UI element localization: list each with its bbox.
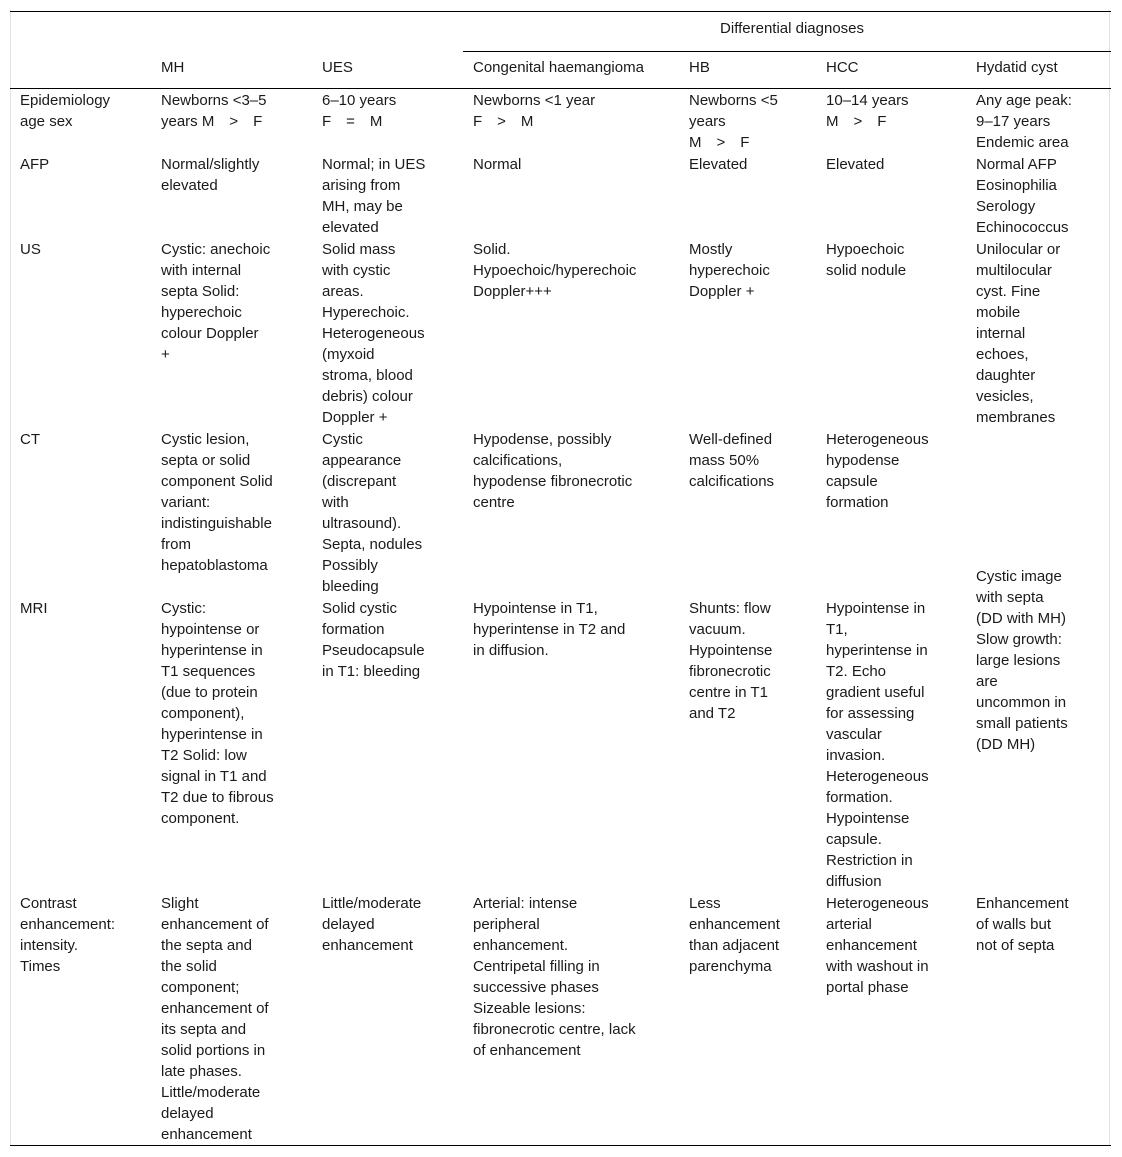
table-cell: Mostly hyperechoic Doppler + xyxy=(689,241,770,300)
table-cell: Hypoechoic solid nodule xyxy=(826,241,907,279)
row-label: MRI xyxy=(20,600,48,617)
header-row-columns xyxy=(10,52,1111,89)
header-row-group xyxy=(10,12,1111,52)
row-label: US xyxy=(20,241,41,258)
table-row-contrast-enhancement xyxy=(10,892,1111,1146)
table-cell: 6–10 years F = M xyxy=(322,92,397,130)
table-cell: Normal/slightly elevated xyxy=(161,156,260,194)
table-cell: Hypointense in T1, hyperintense in T2. Echo gradient useful for assessing vascular invasion. Heterogeneous formation. Hypointense capsule. Restriction in diffusion xyxy=(826,600,929,890)
table-row-mri xyxy=(10,597,1111,892)
table-cell: Slight enhancement of the septa and the solid component; enhancement of its septa and solid portions in late phases. Little/moderate delayed enhancement xyxy=(151,892,312,1146)
table-row-epidemiology xyxy=(10,89,1111,154)
header-empty-cell xyxy=(10,52,151,89)
table-cell: Newborns <3–5 years M > F xyxy=(161,92,267,130)
table-cell: Heterogeneous arterial enhancement with washout in portal phase xyxy=(816,892,966,1146)
table-cell: Normal; in UES arising from MH, may be elevated xyxy=(322,156,426,236)
table-cell: Any age peak: 9–17 years Endemic area xyxy=(976,92,1072,151)
table-cell: Heterogeneous hypodense capsule formation xyxy=(826,431,929,511)
table-cell: Elevated xyxy=(689,156,748,173)
table-cell: Solid. Hypoechoic/hyperechoic Doppler+++ xyxy=(473,241,637,300)
column-header-hcc: HCC xyxy=(816,52,966,89)
table-cell: Little/moderate delayed enhancement xyxy=(312,892,463,1146)
table-cell: Cystic lesion, septa or solid component Solid variant: indistinguishable from hepatoblastoma xyxy=(161,431,273,574)
column-header-mh: MH xyxy=(151,52,312,89)
row-label: AFP xyxy=(20,156,50,173)
column-header-congenital-haemangioma: Congenital haemangioma xyxy=(463,52,679,89)
table-cell: Hypointense in T1, hyperintense in T2 and in diffusion. xyxy=(473,600,626,659)
group-header-differential-diagnoses: Differential diagnoses xyxy=(463,12,1111,52)
table-cell: Normal xyxy=(473,156,522,173)
table-cell: Unilocular or multilocular cyst. Fine mobile internal echoes, daughter vesicles, membranes xyxy=(976,241,1061,426)
table-cell: Solid cystic formation Pseudocapsule in T1: bleeding xyxy=(322,600,425,680)
table-cell: Hypodense, possibly calcifications, hypodense fibronecrotic centre xyxy=(473,431,633,511)
table-cell: Less enhancement than adjacent parenchyma xyxy=(679,892,816,1146)
table-cell: Newborns <1 year F > M xyxy=(473,92,596,130)
table-cell: Newborns <5 years M > F xyxy=(689,92,778,151)
table-cell: Cystic: anechoic with internal septa Solid: hyperechoic colour Doppler + xyxy=(161,241,271,363)
table-cell: Enhancement of walls but not of septa xyxy=(966,892,1111,1146)
header-empty-cell xyxy=(10,12,151,52)
table-cell: Elevated xyxy=(826,156,885,173)
table-cell: Cystic: hypointense or hyperintense in T1 sequences (due to protein component), hyperintense in T2 Solid: low signal in T1 and T2 due to fibrous component. xyxy=(161,600,274,827)
table-cell: Normal AFP Eosinophilia Serology Echinococcus xyxy=(976,156,1069,236)
table-row-afp xyxy=(10,153,1111,238)
table-cell: Solid mass with cystic areas. Hyperechoic. Heterogeneous (myxoid stroma, blood debris) colour Doppler + xyxy=(322,241,425,426)
row-label: Epidemiology age sex xyxy=(20,92,111,130)
differential-diagnosis-table xyxy=(10,11,1111,1146)
table-cell: 10–14 years M > F xyxy=(826,92,909,130)
column-header-ues: UES xyxy=(312,52,463,89)
header-empty-cell xyxy=(312,12,463,52)
table-cell: Cystic image with septa (DD with MH) Slow growth: large lesions are uncommon in small patients (DD MH) xyxy=(976,568,1068,753)
column-header-hb: HB xyxy=(679,52,816,89)
column-header-hydatid-cyst: Hydatid cyst xyxy=(966,52,1111,89)
table-cell: Arterial: intense peripheral enhancement. Centripetal filling in successive phases Sizeable lesions: fibronecrotic centre, lack of enhancement xyxy=(463,892,679,1146)
table-cell: Well-defined mass 50% calcifications xyxy=(689,431,775,490)
row-label: CT xyxy=(20,431,40,448)
table-cell: Shunts: flow vacuum. Hypointense fibronecrotic centre in T1 and T2 xyxy=(689,600,773,722)
row-label: Contrast enhancement: intensity. Times xyxy=(10,892,151,1146)
table-row-ct xyxy=(10,428,1111,597)
table-row-us xyxy=(10,238,1111,428)
table-cell: Cystic appearance (discrepant with ultrasound). Septa, nodules Possibly bleeding xyxy=(322,431,423,595)
header-empty-cell xyxy=(151,12,312,52)
